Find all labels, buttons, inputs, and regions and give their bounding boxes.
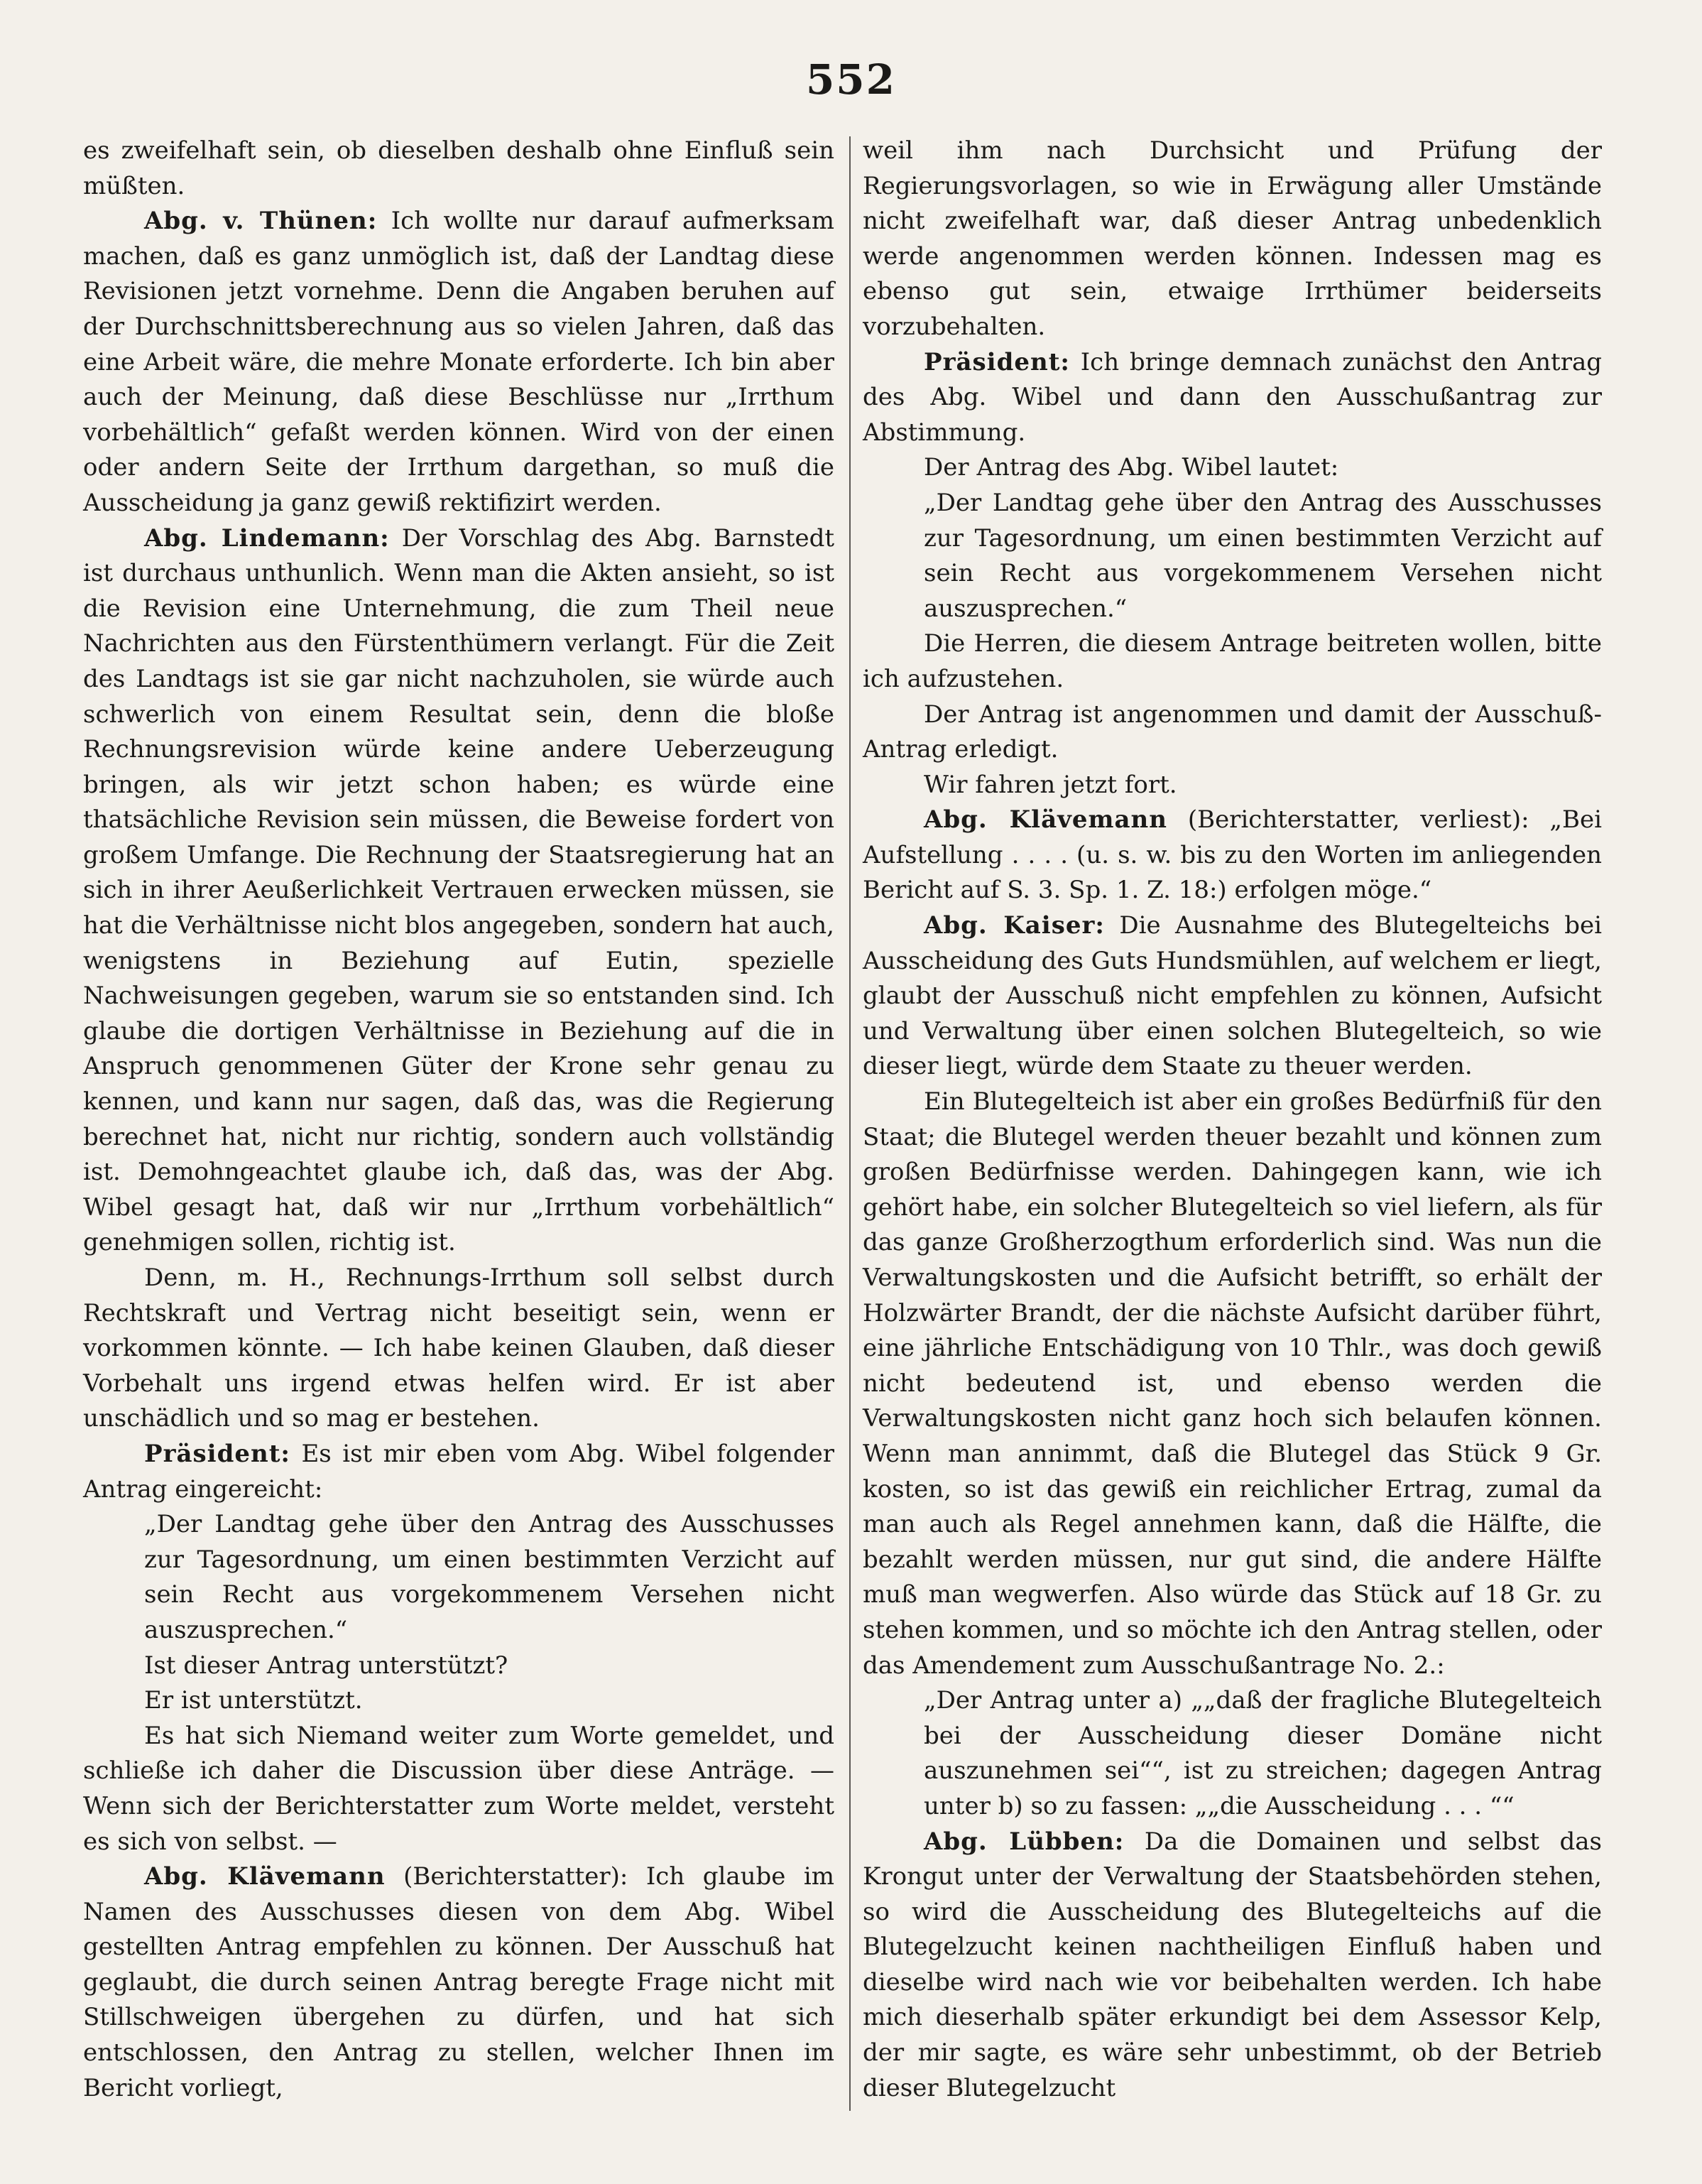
paragraph-text: Der Antrag des Abg. Wibel lautet:	[924, 453, 1339, 482]
speaker-name: Präsident:	[924, 347, 1070, 376]
paragraph-text: Denn, m. H., Rechnungs-Irrthum soll selbst durch Rechtskraft und Vertrag nicht beseitigt sein, wenn er vorkommen könnte. — Ich habe keinen Glauben, daß dieser Vorbehalt uns irgend etwas helfen wird. Er ist aber unschädlich und so mag er bestehen.	[83, 1264, 834, 1433]
paragraph-text: es zweifelhaft sein, ob dieselben deshalb ohne Einfluß sein müßten.	[83, 136, 834, 200]
speaker-name: Präsident:	[144, 1439, 290, 1468]
paragraph	[83, 1859, 834, 2106]
paragraph-text: Ist dieser Antrag unterstützt?	[144, 1651, 508, 1680]
paragraph-text: Ein Blutegelteich ist aber ein großes Bedürfniß für den Staat; die Blutegel werden theuer bezahlt und können zum großen Bedürfnisse werden. Dahingegen kann, wie ich gehört habe, ein solcher Blutegelteich so viel liefern, als für das ganze Großherzogthum erforderlich sind. Was nun die Verwaltungskosten und die Aufsicht betrifft, so erhält der Holzwärter Brandt, der die nächste Aufsicht darüber führt, eine jährliche Entschädigung von 10 Thlr., was doch gewiß nicht bedeutend ist, und ebenso werden die Verwaltungskosten nicht ganz hoch sich belaufen können. Wenn man annimmt, daß die Blutegel das Stück 9 Gr. kosten, so ist das gewiß ein reichlicher Ertrag, zumal da man auch als Regel annehmen kann, daß die Hälfte, die bezahlt werden müssen, nur gut sind, die andere Hälfte muß man wegwerfen. Also würde das Stück auf 18 Gr. zu stehen kommen, und so möchte ich den Antrag stellen, oder das Amendement zum Ausschußantrage No. 2.:	[863, 1087, 1602, 1680]
speaker-name: Abg. Lindemann:	[144, 523, 390, 553]
paragraph	[863, 134, 1602, 345]
speaker-name: Abg. Lübben:	[924, 1827, 1125, 1856]
paragraph	[83, 521, 834, 1261]
paragraph	[83, 204, 834, 521]
paragraph-text: (Berichterstatter, verliest): „Bei Aufstellung . . . . (u. s. w. bis zu den Worten im anliegenden Bericht auf S. 3. Sp. 1. Z. 18:) erfolgen möge.“	[863, 805, 1602, 905]
speaker-name: Abg. Kaiser:	[924, 911, 1105, 940]
paragraph-text: Es hat sich Niemand weiter zum Worte gemeldet, und schließe ich daher die Discussion über diese Anträge. — Wenn sich der Berichterstatter zum Worte meldet, versteht es sich von selbst. —	[83, 1721, 834, 1856]
paragraph	[83, 1648, 834, 1684]
paragraph-text: Wir fahren jetzt fort.	[924, 770, 1177, 799]
paragraph	[863, 1825, 1602, 2107]
paragraph-text: Ich wollte nur darauf aufmerksam machen, daß es ganz unmöglich ist, daß der Landtag diese Revisionen jetzt vornehme. Denn die Angaben beruhen auf der Durchschnittsberechnung aus so vielen Jahren, daß das eine Arbeit wäre, die mehre Monate erforderte. Ich bin aber auch der Meinung, daß diese Beschlüsse nur „Irrthum vorbehältlich“ gefaßt werden können. Wird von der einen oder andern Seite der Irrthum dargethan, so muß die Ausscheidung ja ganz gewiß rektifizirt werden.	[83, 207, 834, 517]
paragraph-text: Der Antrag ist angenommen und damit der Ausschuß-Antrag erledigt.	[863, 700, 1602, 764]
quoted-motion	[83, 1507, 834, 1648]
paragraph-text: Da die Domainen und selbst das Krongut unter der Verwaltung der Staatsbehörden stehen, so wird die Ausscheidung des Blutegelteichs auf die Blutegelzucht keinen nachtheiligen Einfluß haben und dieselbe wird nach wie vor beibehalten werden. Ich habe mich dieserhalb später erkundigt bei dem Assessor Kelp, der mir sagte, es wäre sehr unbestimmt, ob der Betrieb dieser Blutegelzucht	[863, 1827, 1602, 2102]
speaker-name: Abg. Klävemann	[144, 1862, 386, 1891]
paragraph-text: Es ist mir eben vom Abg. Wibel folgender Antrag eingereicht:	[83, 1439, 834, 1504]
paragraph-text: Er ist unterstützt.	[144, 1686, 363, 1715]
paragraph	[863, 345, 1602, 451]
paragraph	[863, 697, 1602, 768]
paragraph	[863, 1085, 1602, 1683]
quoted-motion	[863, 486, 1602, 626]
paragraph	[863, 803, 1602, 908]
paragraph	[863, 768, 1602, 803]
paragraph-text: Die Ausnahme des Blutegelteichs bei Ausscheidung des Guts Hundsmühlen, auf welchem er liegt, glaubt der Ausschuß nicht empfehlen zu können, Aufsicht und Verwaltung über einen solchen Blutegelteich, so wie dieser liegt, würde dem Staate zu theuer werden.	[863, 911, 1602, 1081]
paragraph-text: Der Vorschlag des Abg. Barnstedt ist durchaus unthunlich. Wenn man die Akten ansieht, so ist die Revision eine Unternehmung, die zum Theil neue Nachrichten aus den Fürstenthümern verlangt. Für die Zeit des Landtags ist sie gar nicht nachzuholen, sie würde auch schwerlich von einem Resultat sein, denn die bloße Rechnungsrevision würde keine andere Ueberzeugung bringen, als wir jetzt schon haben; es würde eine thatsächliche Revision sein müssen, die Beweise fordert von großem Umfange. Die Rechnung der Staatsregierung hat an sich in ihrer Aeußerlichkeit Vertrauen erwecken müssen, sie hat die Verhältnisse nicht blos angegeben, sondern hat auch, wenigstens in Beziehung auf Eutin, spezielle Nachweisungen gegeben, warum sie so entstanden sind. Ich glaube die dortigen Verhältnisse in Beziehung auf die in Anspruch genommenen Güter der Krone sehr genau zu kennen, und kann nur sagen, daß das, was die Regierung berechnet hat, nicht nur richtig, sondern auch vollständig ist. Demohngeachtet glaube ich, daß das, was der Abg. Wibel gesagt hat, daß wir nur „Irrthum vorbehältlich“ genehmigen sollen, richtig ist.	[83, 523, 834, 1257]
page-number: 552	[805, 55, 897, 104]
paragraph-text: weil ihm nach Durchsicht und Prüfung der Regierungsvorlagen, so wie in Erwägung aller Umstände nicht zweifelhaft war, daß dieser Antrag unbedenklich werde angenommen werden können. Indessen mag es ebenso gut sein, etwaige Irrthümer beiderseits vorzubehalten.	[863, 136, 1602, 341]
speaker-name: Abg. v. Thünen:	[144, 207, 378, 236]
paragraph-text: (Berichterstatter): Ich glaube im Namen des Ausschusses diesen von dem Abg. Wibel gestellten Antrag empfehlen zu können. Der Ausschuß hat geglaubt, die durch seinen Antrag beregte Frage nicht mit Stillschweigen übergehen zu dürfen, und hat sich entschlossen, den Antrag zu stellen, welcher Ihnen im Bericht vorliegt,	[83, 1862, 834, 2102]
paragraph-text: „Der Antrag unter a) „„daß der fragliche Blutegelteich bei der Ausscheidung dieser Domäne nicht auszunehmen sei““, ist zu streichen; dagegen Antrag unter b) so zu fassen: „„die Ausscheidung . . . ““	[924, 1686, 1602, 1820]
paragraph	[863, 450, 1602, 486]
paragraph	[863, 908, 1602, 1085]
paragraph-text: „Der Landtag gehe über den Antrag des Ausschusses zur Tagesordnung, um einen bestimmten Verzicht auf sein Recht aus vorgekommenem Versehen nicht auszusprechen.“	[144, 1510, 834, 1644]
speaker-name: Abg. Klävemann	[924, 805, 1167, 835]
paragraph	[83, 1437, 834, 1507]
paragraph	[83, 1719, 834, 1859]
paragraph	[83, 134, 834, 204]
paragraph	[863, 626, 1602, 697]
paragraph-text: Ich bringe demnach zunächst den Antrag des Abg. Wibel und dann den Ausschußantrag zur Abstimmung.	[863, 347, 1603, 447]
paragraph	[83, 1261, 834, 1437]
right-column	[863, 134, 1602, 2106]
quoted-motion	[863, 1683, 1602, 1824]
paragraph	[83, 1683, 834, 1719]
column-divider	[849, 136, 851, 2111]
left-column	[83, 134, 834, 2106]
paragraph-text: „Der Landtag gehe über den Antrag des Ausschusses zur Tagesordnung, um einen bestimmten Verzicht auf sein Recht aus vorgekommenem Versehen nicht auszusprechen.“	[924, 488, 1602, 623]
paragraph-text: Die Herren, die diesem Antrage beitreten wollen, bitte ich aufzustehen.	[863, 629, 1602, 693]
